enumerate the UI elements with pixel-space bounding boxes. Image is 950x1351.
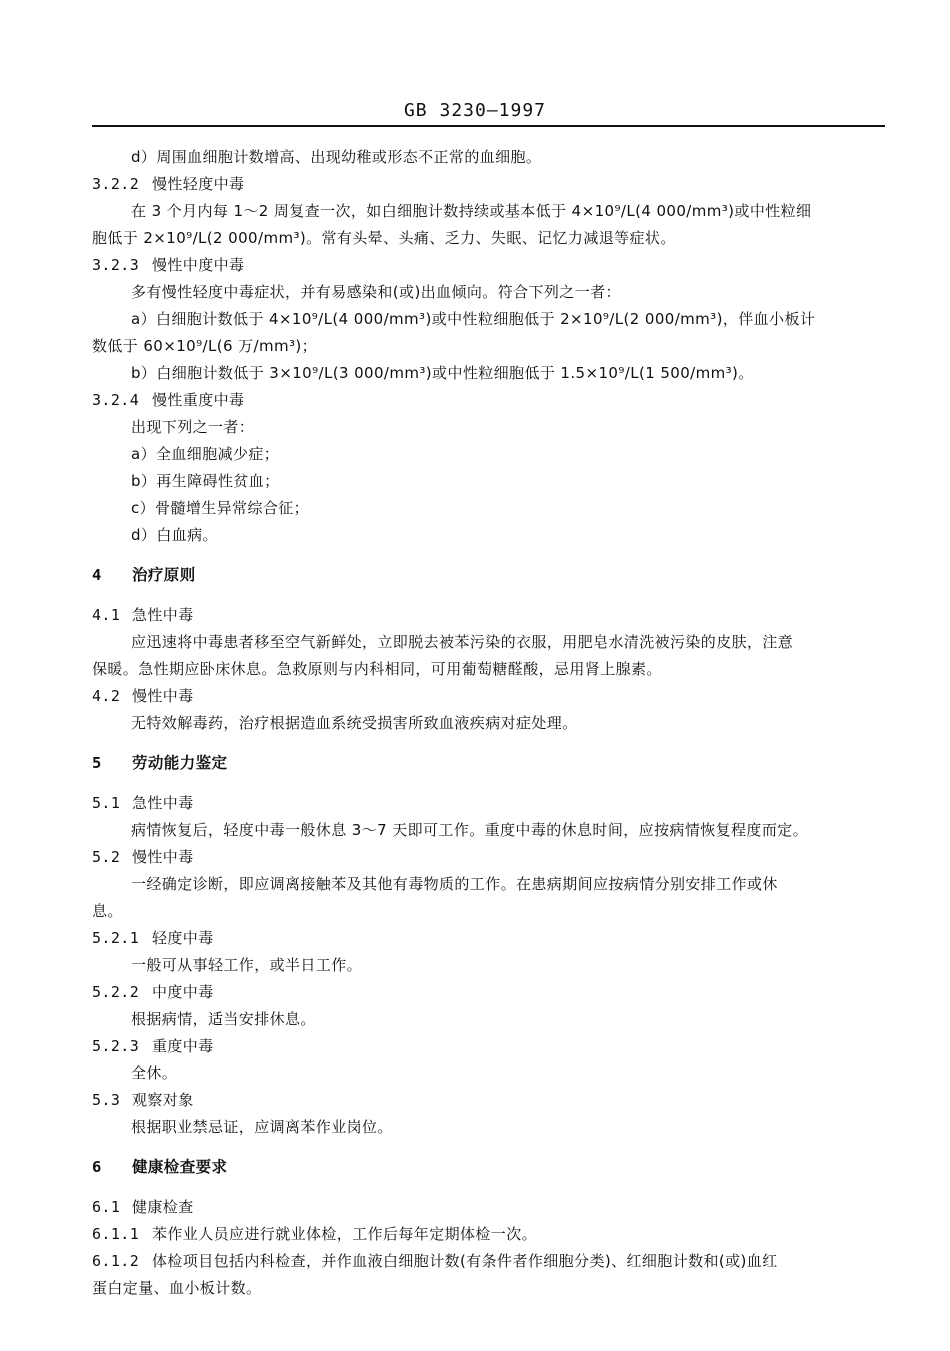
section-number: 5.1 [92, 794, 121, 812]
section-number: 5.2 [92, 848, 121, 866]
paragraph-line: 一般可从事轻工作，或半日工作。 [131, 956, 363, 974]
list-item-c: c）骨髓增生异常综合征； [131, 499, 310, 517]
paragraph-line: 胞低于 2×10⁹/L(2 000/mm³)。常有头晕、头痛、乏力、失眠、记忆力减退等症状。 [92, 229, 676, 247]
paragraph-line: 应迅速将中毒患者移至空气新鲜处，立即脱去被苯污染的衣服，用肥皂水清洗被污染的皮肤，注意 [131, 633, 794, 651]
list-item-b: b）白细胞计数低于 3×10⁹/L(3 000/mm³)或中性粒细胞低于 1.5×10⁹/L(1 500/mm³)。 [131, 364, 754, 382]
section-number: 3.2.4 [92, 391, 140, 409]
section-number: 3.2.3 [92, 256, 140, 274]
section-number: 5.3 [92, 1091, 121, 1109]
paragraph-line: 在 3 个月内每 1～2 周复查一次，如白细胞计数持续或基本低于 4×10⁹/L(4 000/mm³)或中性粒细 [131, 202, 812, 220]
section-title: 治疗原则 [132, 566, 196, 584]
section-number: 6.1 [92, 1198, 121, 1216]
paragraph-line: 根据病情，适当安排休息。 [131, 1010, 316, 1028]
paragraph-line: 全休。 [131, 1064, 178, 1082]
section-3-2-2-heading [92, 174, 892, 194]
section-number: 5.2.1 [92, 929, 140, 947]
section-title: 慢性中度中毒 [152, 256, 245, 274]
section-4-2-heading [92, 686, 892, 706]
section-5-2-heading [92, 847, 892, 867]
section-5-2-2-heading [92, 982, 892, 1002]
section-title: 轻度中毒 [152, 929, 214, 947]
section-4-1-heading [92, 605, 892, 625]
section-title: 急性中毒 [132, 794, 194, 812]
paragraph-line: 多有慢性轻度中毒症状，并有易感染和(或)出血倾向。符合下列之一者： [131, 283, 621, 301]
section-5-3-heading [92, 1090, 892, 1110]
standard-code-header: GB 3230—1997 [403, 100, 547, 121]
section-title: 重度中毒 [152, 1037, 214, 1055]
section-title: 中度中毒 [152, 983, 214, 1001]
paragraph-line: 蛋白定量、血小板计数。 [92, 1279, 262, 1297]
section-number: 5 [92, 754, 102, 772]
paragraph-line: 病情恢复后，轻度中毒一般休息 3～7 天即可工作。重度中毒的休息时间，应按病情恢复程度而定。 [131, 821, 809, 839]
paragraph-line: 无特效解毒药，治疗根据造血系统受损害所致血液疾病对症处理。 [131, 714, 578, 732]
section-number: 5.2.2 [92, 983, 140, 1001]
header-rule [92, 125, 885, 127]
section-5-2-1-heading [92, 928, 892, 948]
section-number: 3.2.2 [92, 175, 140, 193]
section-3-2-3-heading [92, 255, 892, 275]
paragraph-line: 数低于 60×10⁹/L(6 万/mm³)； [92, 337, 318, 355]
section-title: 劳动能力鉴定 [132, 754, 228, 772]
paragraph-line: 息。 [92, 902, 123, 920]
list-item-d: d）白血病。 [131, 526, 218, 544]
section-title: 慢性重度中毒 [152, 391, 245, 409]
paragraph-line: 保暖。急性期应卧床休息。急救原则与内科相同，可用葡萄糖醛酸，忌用肾上腺素。 [92, 660, 662, 678]
list-item-d: d）周围血细胞计数增高、出现幼稚或形态不正常的血细胞。 [131, 148, 542, 166]
section-6-1-2-clause [92, 1251, 892, 1271]
section-title: 健康检查 [132, 1198, 194, 1216]
section-number: 4.1 [92, 606, 121, 624]
section-5-2-3-heading [92, 1036, 892, 1056]
section-title: 健康检查要求 [132, 1158, 228, 1176]
paragraph-line: 一经确定诊断，即应调离接触苯及其他有毒物质的工作。在患病期间应按病情分别安排工作或休 [131, 875, 778, 893]
section-6-heading [92, 1157, 892, 1177]
section-5-1-heading [92, 793, 892, 813]
section-6-1-heading [92, 1197, 892, 1217]
section-6-1-1-clause [92, 1224, 892, 1244]
section-number: 4.2 [92, 687, 121, 705]
section-number: 6 [92, 1158, 102, 1176]
paragraph-line: 出现下列之一者： [131, 418, 255, 436]
paragraph-line: 根据职业禁忌证，应调离苯作业岗位。 [131, 1118, 393, 1136]
section-3-2-4-heading [92, 390, 892, 410]
list-item-a: a）全血细胞减少症； [131, 445, 280, 463]
section-number: 5.2.3 [92, 1037, 140, 1055]
section-number: 4 [92, 566, 102, 584]
list-item-a: a）白细胞计数低于 4×10⁹/L(4 000/mm³)或中性粒细胞低于 2×10⁹/L(2 000/mm³)，伴血小板计 [131, 310, 816, 328]
section-title: 观察对象 [132, 1091, 194, 1109]
section-number: 6.1.2 [92, 1252, 140, 1270]
clause-text: 苯作业人员应进行就业体检，工作后每年定期体检一次。 [152, 1225, 538, 1243]
clause-text: 体检项目包括内科检查，并作血液白细胞计数(有条件者作细胞分类)、红细胞计数和(或)血红 [152, 1252, 778, 1270]
section-title: 慢性轻度中毒 [152, 175, 245, 193]
section-5-heading [92, 753, 892, 773]
section-title: 急性中毒 [132, 606, 194, 624]
section-number: 6.1.1 [92, 1225, 140, 1243]
section-4-heading [92, 565, 892, 585]
section-title: 慢性中毒 [132, 687, 194, 705]
list-item-b: b）再生障碍性贫血； [131, 472, 280, 490]
section-title: 慢性中毒 [132, 848, 194, 866]
